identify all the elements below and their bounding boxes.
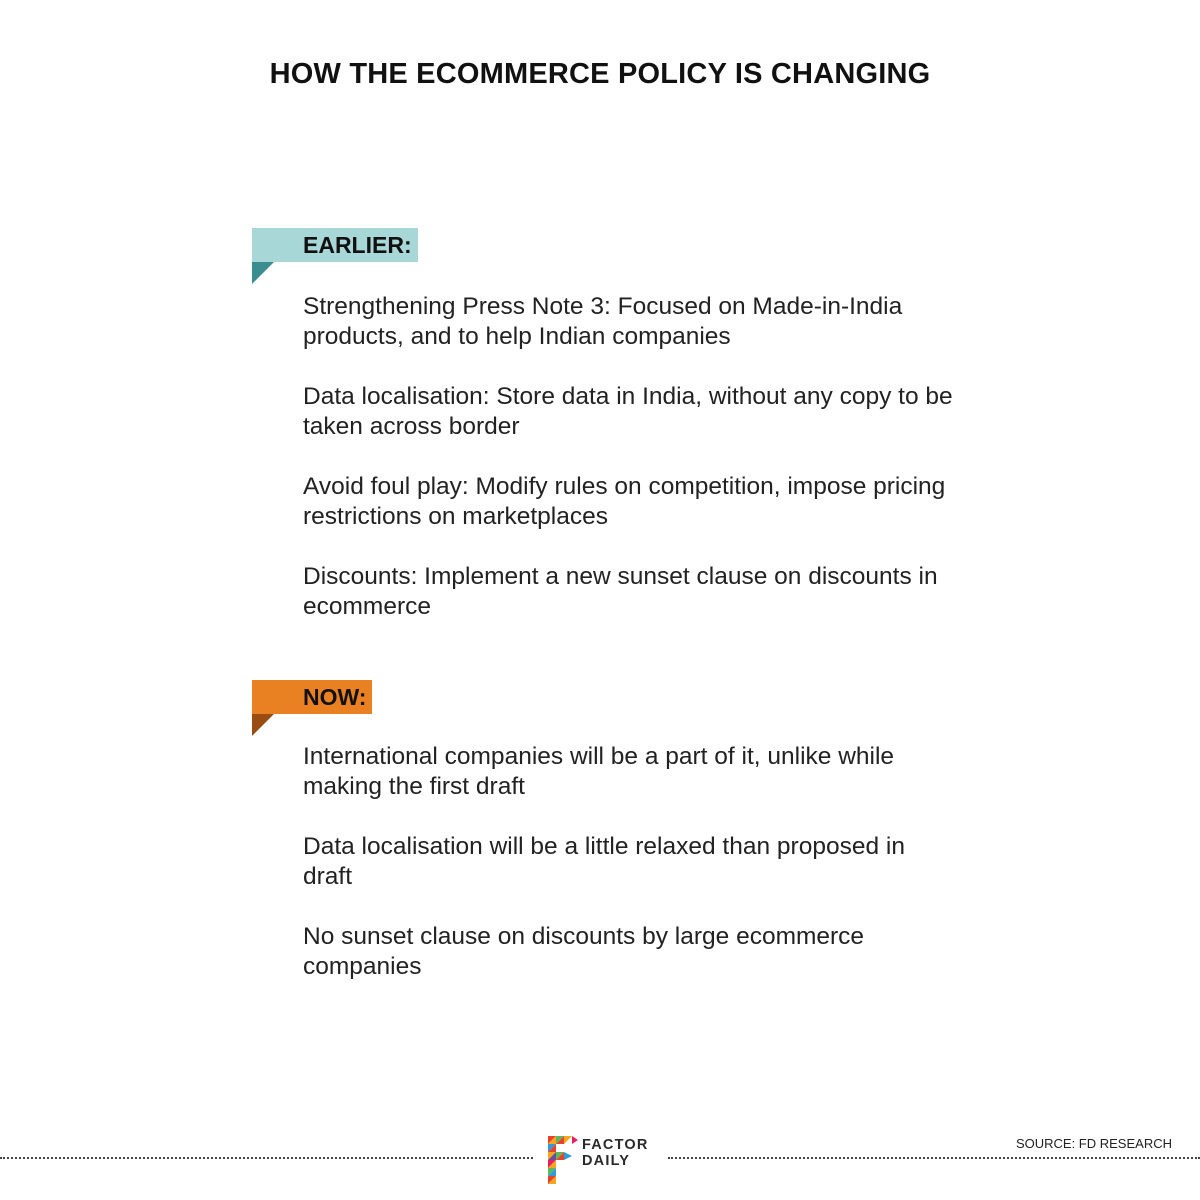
list-item: Data localisation will be a little relaxed than proposed in draft bbox=[303, 833, 905, 890]
list-item: No sunset clause on discounts by large ecommerce companies bbox=[303, 923, 865, 980]
logo-line-1: FACTOR bbox=[582, 1137, 649, 1153]
footer-divider-left bbox=[0, 1157, 533, 1159]
tag-fold-shape bbox=[252, 262, 274, 284]
list-item: Discounts: Implement a new sunset clause on discounts in ecommerce bbox=[303, 563, 938, 620]
footer-divider-right bbox=[668, 1157, 1200, 1159]
list-item: Data localisation: Store data in India, without any copy to be taken across border bbox=[303, 383, 953, 440]
page-title: HOW THE ECOMMERCE POLICY IS CHANGING bbox=[269, 58, 931, 90]
factor-daily-logo bbox=[548, 1136, 658, 1188]
logo-wordmark bbox=[582, 1137, 649, 1169]
source-note: SOURCE: FD RESEARCH bbox=[1015, 1136, 1172, 1151]
logo-line-2: DAILY bbox=[582, 1153, 631, 1169]
earlier-section bbox=[252, 228, 953, 620]
now-tag bbox=[252, 680, 372, 714]
list-item: Strengthening Press Note 3: Focused on Made-in-India products, and to help Indian companies bbox=[303, 293, 903, 350]
list-item: Avoid foul play: Modify rules on competition, impose pricing restrictions on marketplaces bbox=[303, 473, 946, 530]
now-list bbox=[303, 742, 953, 1012]
list-item: International companies will be a part of it, unlike while making the first draft bbox=[303, 743, 895, 800]
now-tag-label: NOW: bbox=[303, 684, 367, 710]
earlier-tag-label: EARLIER: bbox=[303, 232, 412, 258]
earlier-list bbox=[303, 292, 953, 652]
earlier-tag bbox=[252, 228, 418, 262]
tag-fold-shape bbox=[252, 714, 274, 736]
factor-daily-f-icon bbox=[548, 1136, 578, 1188]
now-section bbox=[252, 680, 952, 980]
